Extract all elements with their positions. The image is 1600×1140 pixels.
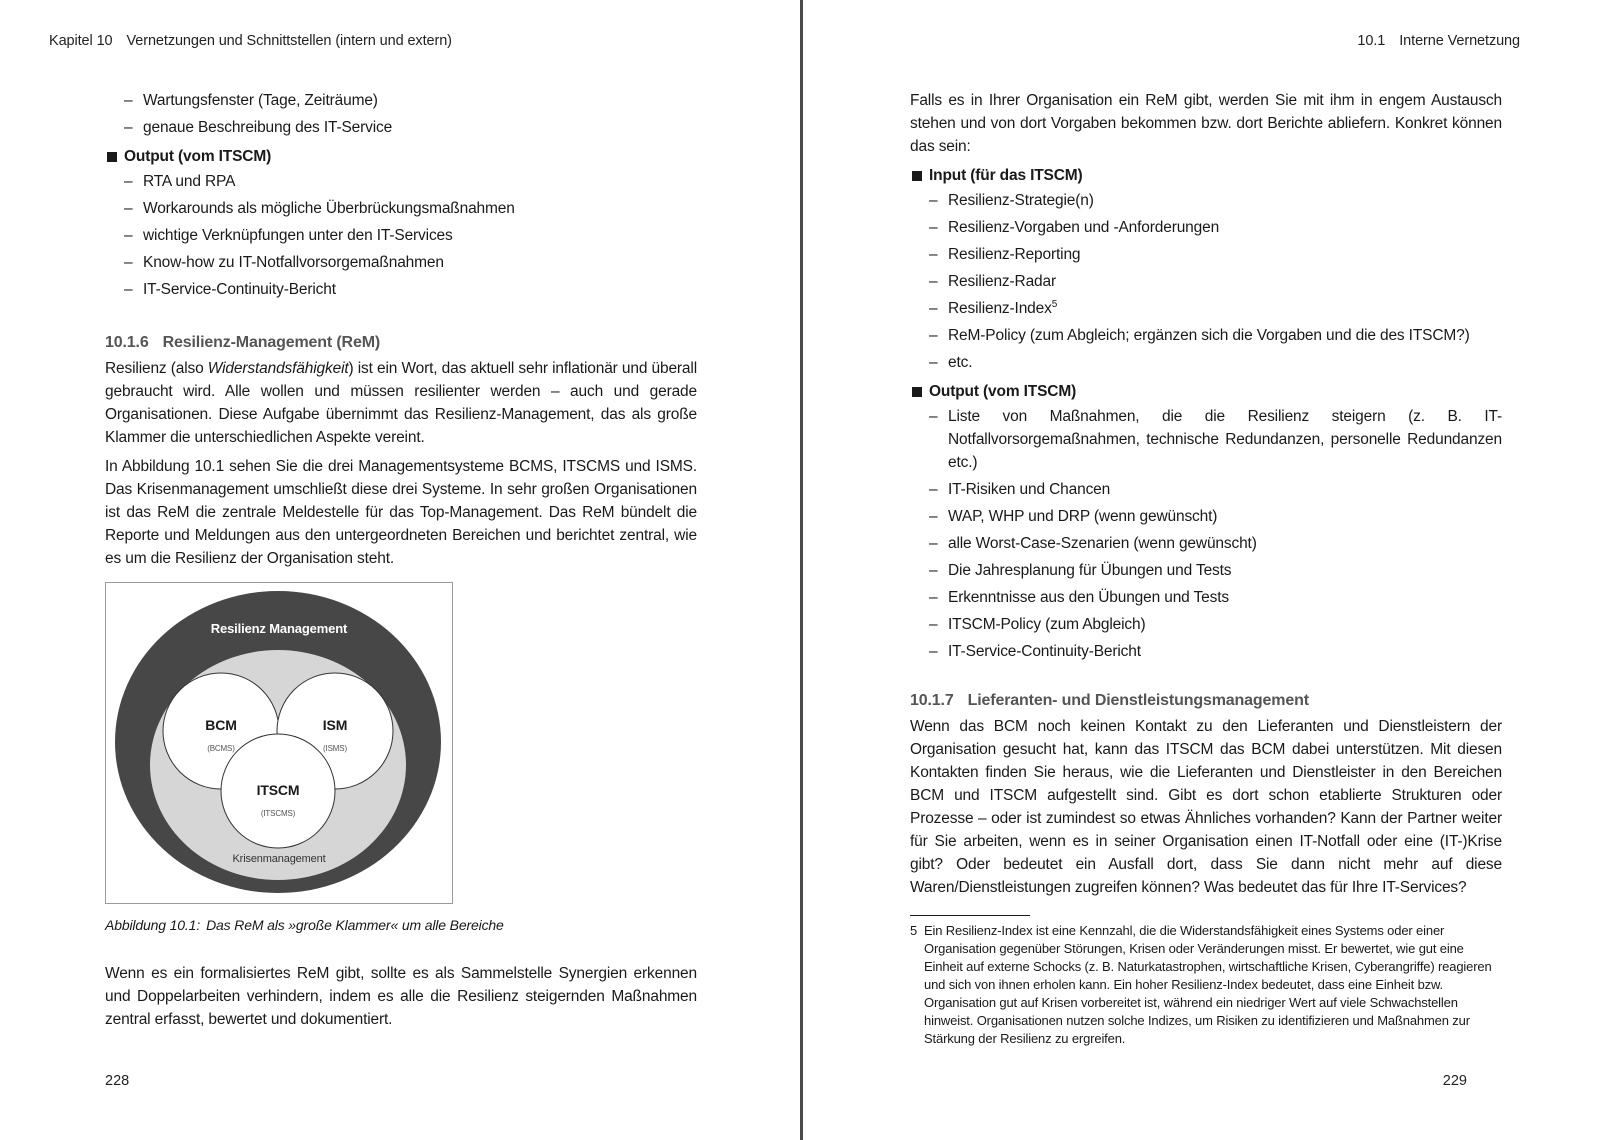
itscm-title: ITSCM	[256, 782, 300, 798]
dash-marker: –	[124, 254, 133, 271]
list-item: – Workarounds als mögliche Überbrückungsmaßnahmen	[105, 197, 697, 220]
dash-marker: –	[929, 273, 938, 290]
output-list	[105, 143, 697, 170]
figure-frame	[105, 582, 453, 904]
dash-marker: –	[929, 327, 938, 344]
dash-marker: –	[124, 200, 133, 217]
footnote-text: Ein Resilienz-Index ist eine Kennzahl, die die Widerstandsfähigkeit eines Systems oder einer Organisation gegenüber Störungen, Krisen oder Veränderungen misst. Er bewertet, wie gut eine Einheit auf externe Schocks (z. B. Naturkatastrophen, wirtschaftliche Krisen, Cyberangriffe) reagieren und sich von ihnen erholen kann. Ein hoher Resilienz-Index bedeutet, dass eine Einheit bzw. Organisation gut auf Krisen vorbereitet ist, während ein niedriger Wert auf viele Schwachstellen hinweist. Organisationen nutzen solche Indizes, um Risiken zu identifizieren und Maßnahmen zur Stärkung der Resilienz zu ergreifen.	[924, 923, 1492, 1046]
list-item: – IT-Service-Continuity-Bericht	[105, 278, 697, 301]
list-item: – genaue Beschreibung des IT-Service	[105, 116, 697, 139]
list-item: – ReM-Policy (zum Abgleich; ergänzen sich die Vorgaben und die des ITSCM?)	[910, 324, 1502, 347]
output-sublist	[105, 170, 697, 301]
bcm-label-group	[166, 714, 276, 760]
section-number: 10.1.6	[105, 334, 149, 351]
section-title: Resilienz-Management (ReM)	[162, 334, 381, 351]
dash-marker: –	[929, 192, 938, 209]
list-item: – Resilienz-Reporting	[910, 243, 1502, 266]
page-number-right: 229	[1442, 1073, 1467, 1089]
figure-caption	[105, 914, 697, 937]
running-head-left	[49, 33, 452, 49]
inner-label: Krisenmanagement	[232, 853, 326, 865]
paragraph-intro: Falls es in Ihrer Organisation ein ReM gibt, werden Sie mit ihm in engem Austausch stehen und von dort Vorgaben bekommen bzw. dort Berichte abliefern. Konkret können das sein:	[910, 92, 1502, 155]
list-item: – IT-Risiken und Chancen	[910, 478, 1502, 501]
right-page	[803, 0, 1600, 1140]
section-title: Lieferanten- und Dienstleistungsmanagement	[967, 692, 1309, 709]
input-sublist	[910, 189, 1502, 374]
dash-marker: –	[929, 300, 938, 317]
continued-list	[105, 89, 697, 139]
list-item: – Erkenntnisse aus den Übungen und Tests	[910, 586, 1502, 609]
list-item: – WAP, WHP und DRP (wenn gewünscht)	[910, 505, 1502, 528]
caption-text: Das ReM als »große Klammer« um alle Bereiche	[206, 917, 504, 933]
item-text: Resilienz-Index	[948, 300, 1052, 317]
figure-10-1	[105, 582, 697, 937]
output-heading: Output (vom ITSCM)	[105, 143, 697, 170]
itscm-label-group	[223, 779, 333, 825]
section-number: 10.1.7	[910, 692, 954, 709]
dash-marker: –	[124, 227, 133, 244]
list-item: – Liste von Maßnahmen, die die Resilienz steigern (z. B. IT-Notfallvorsorgemaßnahmen, technische Redundanzen, personelle Redundanzen etc.)	[910, 405, 1502, 474]
output-list	[910, 378, 1502, 405]
dash-marker: –	[929, 408, 938, 425]
list-item: – alle Worst-Case-Szenarien (wenn gewünscht)	[910, 532, 1502, 555]
dash-marker: –	[929, 643, 938, 660]
dash-marker: –	[124, 281, 133, 298]
dash-marker: –	[929, 481, 938, 498]
paragraph-resilienz	[105, 357, 697, 449]
list-item: – ITSCM-Policy (zum Abgleich)	[910, 613, 1502, 636]
list-item	[910, 297, 1502, 320]
left-text-column	[105, 89, 697, 1031]
bcm-title: BCM	[205, 717, 237, 733]
section-heading-10-1-6	[105, 331, 697, 355]
dash-marker: –	[929, 246, 938, 263]
right-text-column	[910, 89, 1502, 1048]
footnote-reference[interactable]: 5	[1051, 298, 1058, 310]
chapter-title: Vernetzungen und Schnittstellen (intern und extern)	[126, 33, 452, 49]
list-item: – Resilienz-Radar	[910, 270, 1502, 293]
dash-marker: –	[929, 354, 938, 371]
itscm-subtitle: (ITSCMS)	[260, 809, 296, 818]
input-heading: Input (für das ITSCM)	[910, 162, 1502, 189]
running-head-right	[1357, 33, 1520, 49]
dash-marker: –	[929, 535, 938, 552]
footnote-rule	[910, 915, 1030, 916]
ism-title: ISM	[322, 717, 348, 733]
page-number-left: 228	[105, 1073, 130, 1089]
caption-label: Abbildung 10.1:	[105, 917, 201, 933]
paragraph-abbildung: In Abbildung 10.1 sehen Sie die drei Managementsysteme BCMS, ITSCMS und ISMS. Das Krisenmanagement umschließt diese drei Systeme. In sehr großen Organisationen ist das ReM die zentrale Meldestelle für das Top-Management. Das ReM bündelt die Reporte und Meldungen aus den untergeordneten Bereichen und berichtet zentral, wie es um die Resilienz der Organisation steht.	[105, 458, 697, 567]
dash-marker: –	[929, 589, 938, 606]
text-run: Resilienz (also	[105, 360, 208, 377]
section-number: 10.1	[1357, 33, 1386, 49]
footnote-5	[910, 922, 1502, 1048]
output-sublist	[910, 405, 1502, 663]
list-item: – wichtige Verknüpfungen unter den IT-Services	[105, 224, 697, 247]
paragraph-lieferanten: Wenn das BCM noch keinen Kontakt zu den Lieferanten und Dienstleistern der Organisation gesucht hat, kann das ITSCM das BCM dabei unterstützen. Mit diesen Kontakten finden Sie heraus, wie die Lieferanten und Dienstleister in den Bereichen BCM und ITSCM aufgestellt sind. Gibt es dort schon etablierte Strukturen oder Prozesse – oder ist zumindest so etwas Ähnliches vorhanden? Kann der Partner weiter für Sie arbeiten, wenn es in seiner Organisation einen IT-Notfall oder eine (IT-)Krise gibt? Oder bedeutet ein Ausfall dort, dass Sie dann nicht mehr auf diese Waren/Dienstleistungen zugreifen können? Was bedeutet das für Ihre IT-Services?	[910, 718, 1502, 896]
text-run: ) ist ein Wort, das aktuell sehr inflationär und überall gebraucht wird. Alle wollen und müssen resilienter werden – auch und gerade Organisationen. Diese Aufgabe übernimmt das Resilienz-Management, das als große Klammer die unterschiedlichen Aspekte vereint.	[105, 360, 697, 446]
dash-marker: –	[929, 562, 938, 579]
list-item: – RTA und RPA	[105, 170, 697, 193]
paragraph-formalisiert: Wenn es ein formalisiertes ReM gibt, sollte es als Sammelstelle Synergien erkennen und Doppelarbeiten verhindern, indem es alle die Resilienz steigernden Maßnahmen zentral erfasst, bewertet und dokumentiert.	[105, 965, 697, 1028]
input-list	[910, 162, 1502, 189]
output-heading: Output (vom ITSCM)	[910, 378, 1502, 405]
list-item: – Resilienz-Strategie(n)	[910, 189, 1502, 212]
list-item: – etc.	[910, 351, 1502, 374]
list-item: – IT-Service-Continuity-Bericht	[910, 640, 1502, 663]
emphasis: Widerstandsfähigkeit	[207, 360, 349, 377]
ism-subtitle: (ISMS)	[323, 744, 347, 753]
dash-marker: –	[124, 173, 133, 190]
outer-label: Resilienz Management	[210, 621, 348, 636]
dash-marker: –	[124, 119, 133, 136]
bcm-subtitle: (BCMS)	[207, 744, 235, 753]
list-item: – Know-how zu IT-Notfallvorsorgemaßnahmen	[105, 251, 697, 274]
ism-label-group	[280, 714, 390, 760]
list-item: – Wartungsfenster (Tage, Zeiträume)	[105, 89, 697, 112]
list-item: – Die Jahresplanung für Übungen und Tests	[910, 559, 1502, 582]
dash-marker: –	[124, 92, 133, 109]
dash-marker: –	[929, 616, 938, 633]
footnote-number: 5	[910, 923, 918, 938]
section-heading-10-1-7	[910, 689, 1502, 713]
section-title: Interne Vernetzung	[1399, 33, 1520, 49]
dash-marker: –	[929, 508, 938, 525]
chapter-number: Kapitel 10	[49, 33, 113, 49]
list-item: – Resilienz-Vorgaben und -Anforderungen	[910, 216, 1502, 239]
dash-marker: –	[929, 219, 938, 236]
